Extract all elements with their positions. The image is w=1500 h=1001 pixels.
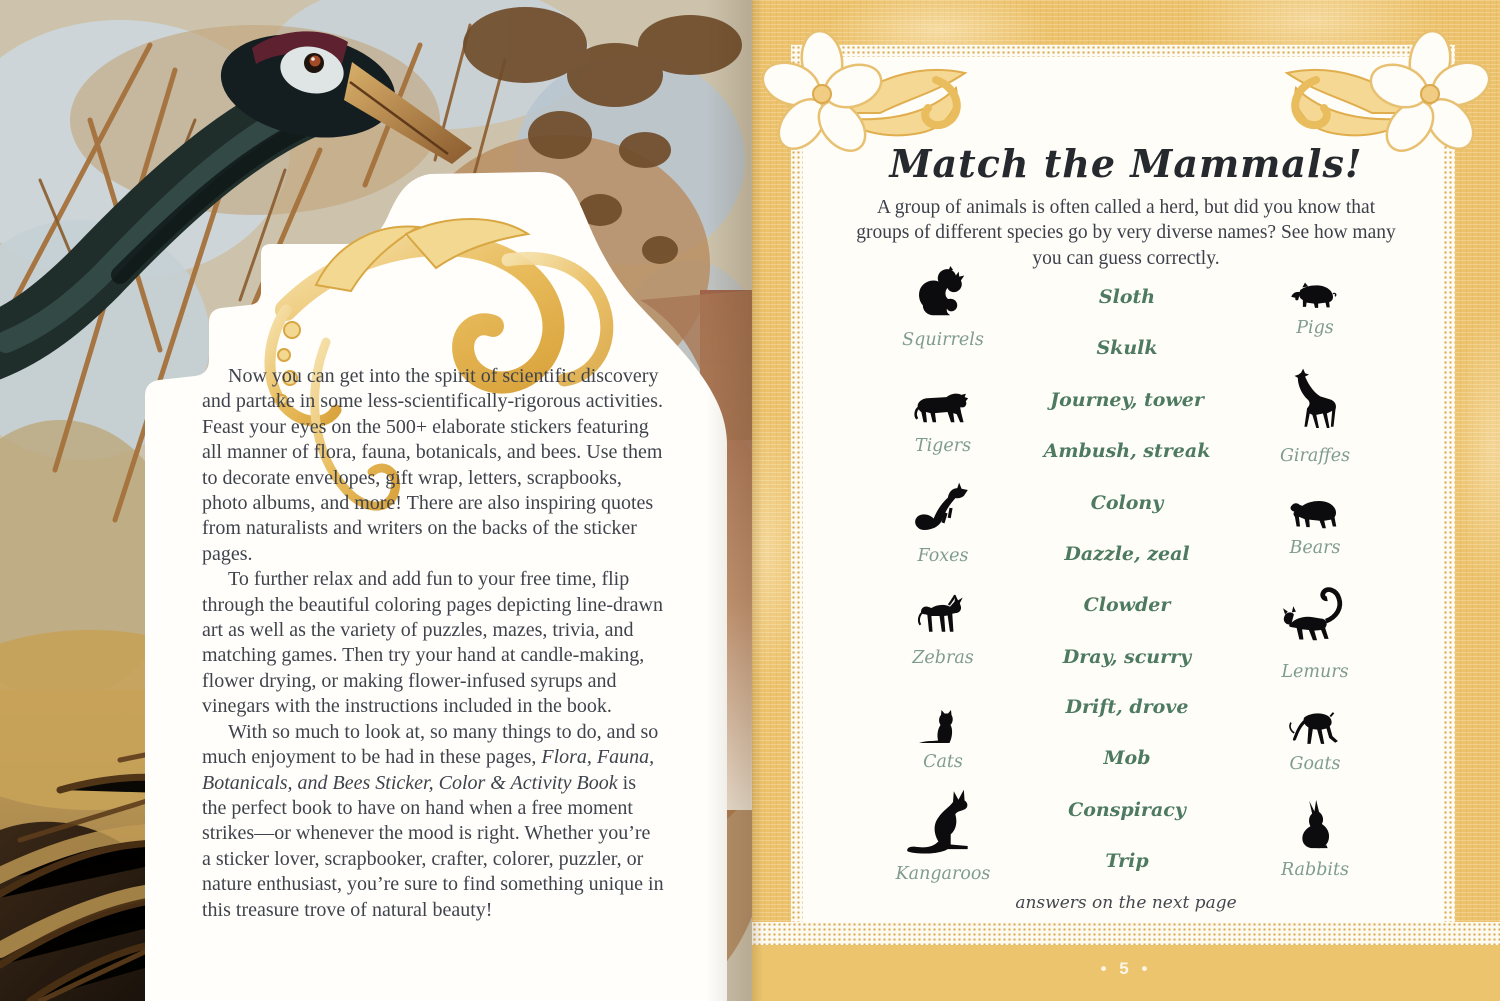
page-title: Match the Mammals! <box>889 141 1363 187</box>
animal-goats <box>1250 698 1380 774</box>
lemur-icon <box>1281 572 1349 654</box>
giraffe-icon <box>1282 360 1348 438</box>
goat-icon <box>1281 698 1349 746</box>
animal-tigers <box>878 380 1008 456</box>
animal-label: Pigs <box>1296 318 1334 338</box>
animal-zebras <box>878 584 1008 668</box>
intro-text: A group of animals is often called a herd, but did you know that groups of different species go by very diverse names? See how many you can guess correctly. <box>856 196 1396 269</box>
noun-clowder: Clowder <box>1083 594 1171 616</box>
zebra-icon <box>914 584 972 640</box>
fox-icon <box>912 478 974 538</box>
animal-label: Giraffes <box>1279 446 1351 466</box>
animal-pigs <box>1250 270 1380 338</box>
book-description-text <box>202 364 664 923</box>
animal-label: Cats <box>923 752 963 772</box>
tiger-icon <box>913 380 973 428</box>
right-page <box>752 0 1500 1001</box>
dotted-border-bottom <box>752 922 1500 945</box>
noun-trip: Trip <box>1105 850 1149 872</box>
noun-ambush-streak: Ambush, streak <box>1043 440 1211 462</box>
noun-dazzle-zeal: Dazzle, zeal <box>1064 543 1190 565</box>
page-footer-band <box>752 945 1500 1001</box>
paragraph-3-tail: is the perfect book to have on hand when a free moment strikes—or whenever the mood is right. Whether you’re a sticker lover, scrapbooker, crafter, colorer, puzzler, or nature enthusiast, you’re sure to find something unique in this treasure trove of natural beauty! <box>202 771 664 921</box>
noun-conspiracy: Conspiracy <box>1068 799 1186 821</box>
noun-skulk: Skulk <box>1096 337 1158 359</box>
animal-bears <box>1250 484 1380 558</box>
animal-lemurs <box>1250 572 1380 682</box>
noun-journey-tower: Journey, tower <box>1050 389 1204 411</box>
animal-label: Rabbits <box>1280 860 1350 880</box>
animal-cats <box>878 700 1008 772</box>
animal-rabbits <box>1250 796 1380 880</box>
animal-giraffes <box>1250 360 1380 466</box>
noun-sloth: Sloth <box>1098 286 1156 308</box>
page-number: • 5 • <box>1100 959 1152 978</box>
bear-icon <box>1284 484 1346 530</box>
animal-kangaroos <box>878 782 1008 884</box>
animal-label: Goats <box>1289 754 1341 774</box>
rabbit-icon <box>1292 796 1338 852</box>
animal-label: Foxes <box>917 546 969 566</box>
paragraph-2: To further relax and add fun to your free time, flip through the beautiful coloring pages depicting line-drawn art as well as the variety of puzzles, mazes, trivia, and matching games. Then try your hand at candle-making, flower drying, or making flower-infused syrups and vinegars with the instructions included in the book. <box>202 568 663 718</box>
noun-mob: Mob <box>1103 747 1151 769</box>
pig-icon <box>1288 270 1342 310</box>
animal-label: Tigers <box>914 436 972 456</box>
animal-label: Squirrels <box>902 330 984 350</box>
cat-icon <box>918 700 968 744</box>
flower-icon <box>760 29 887 160</box>
paragraph-3-lead: With so much to look at, so many things to do, and so much enjoyment to be had in these pages, <box>202 720 659 769</box>
answers-note: answers on the next page <box>1015 893 1237 913</box>
animal-squirrels <box>878 266 1008 350</box>
book-title-italic: Flora, Fauna, Botanicals, and Bees Sticker, Color & Activity Book <box>202 746 655 794</box>
noun-colony: Colony <box>1090 492 1164 514</box>
animal-label: Bears <box>1289 538 1341 558</box>
animal-foxes <box>878 478 1008 566</box>
animal-label: Kangaroos <box>895 864 991 884</box>
noun-drift-drove: Drift, drove <box>1065 696 1189 718</box>
kangaroo-icon <box>900 782 986 856</box>
paragraph-1: Now you can get into the spirit of scientific discovery and partake in some less-scientifically-rigorous activities. Feast your eyes on the 500+ elaborate stickers featuring all manner of flora, fauna, botanicals, and bees. Use them to decorate envelopes, gift wrap, letters, scrapbooks, photo albums, and more! There are also inspiring quotes from naturalists and writers on the backs of the sticker pages. <box>202 365 663 565</box>
animal-label: Zebras <box>912 648 974 668</box>
noun-dray-scurry: Dray, scurry <box>1062 646 1192 668</box>
animal-label: Lemurs <box>1281 662 1349 682</box>
squirrel-icon <box>914 266 972 322</box>
paragraph-3 <box>202 720 664 923</box>
